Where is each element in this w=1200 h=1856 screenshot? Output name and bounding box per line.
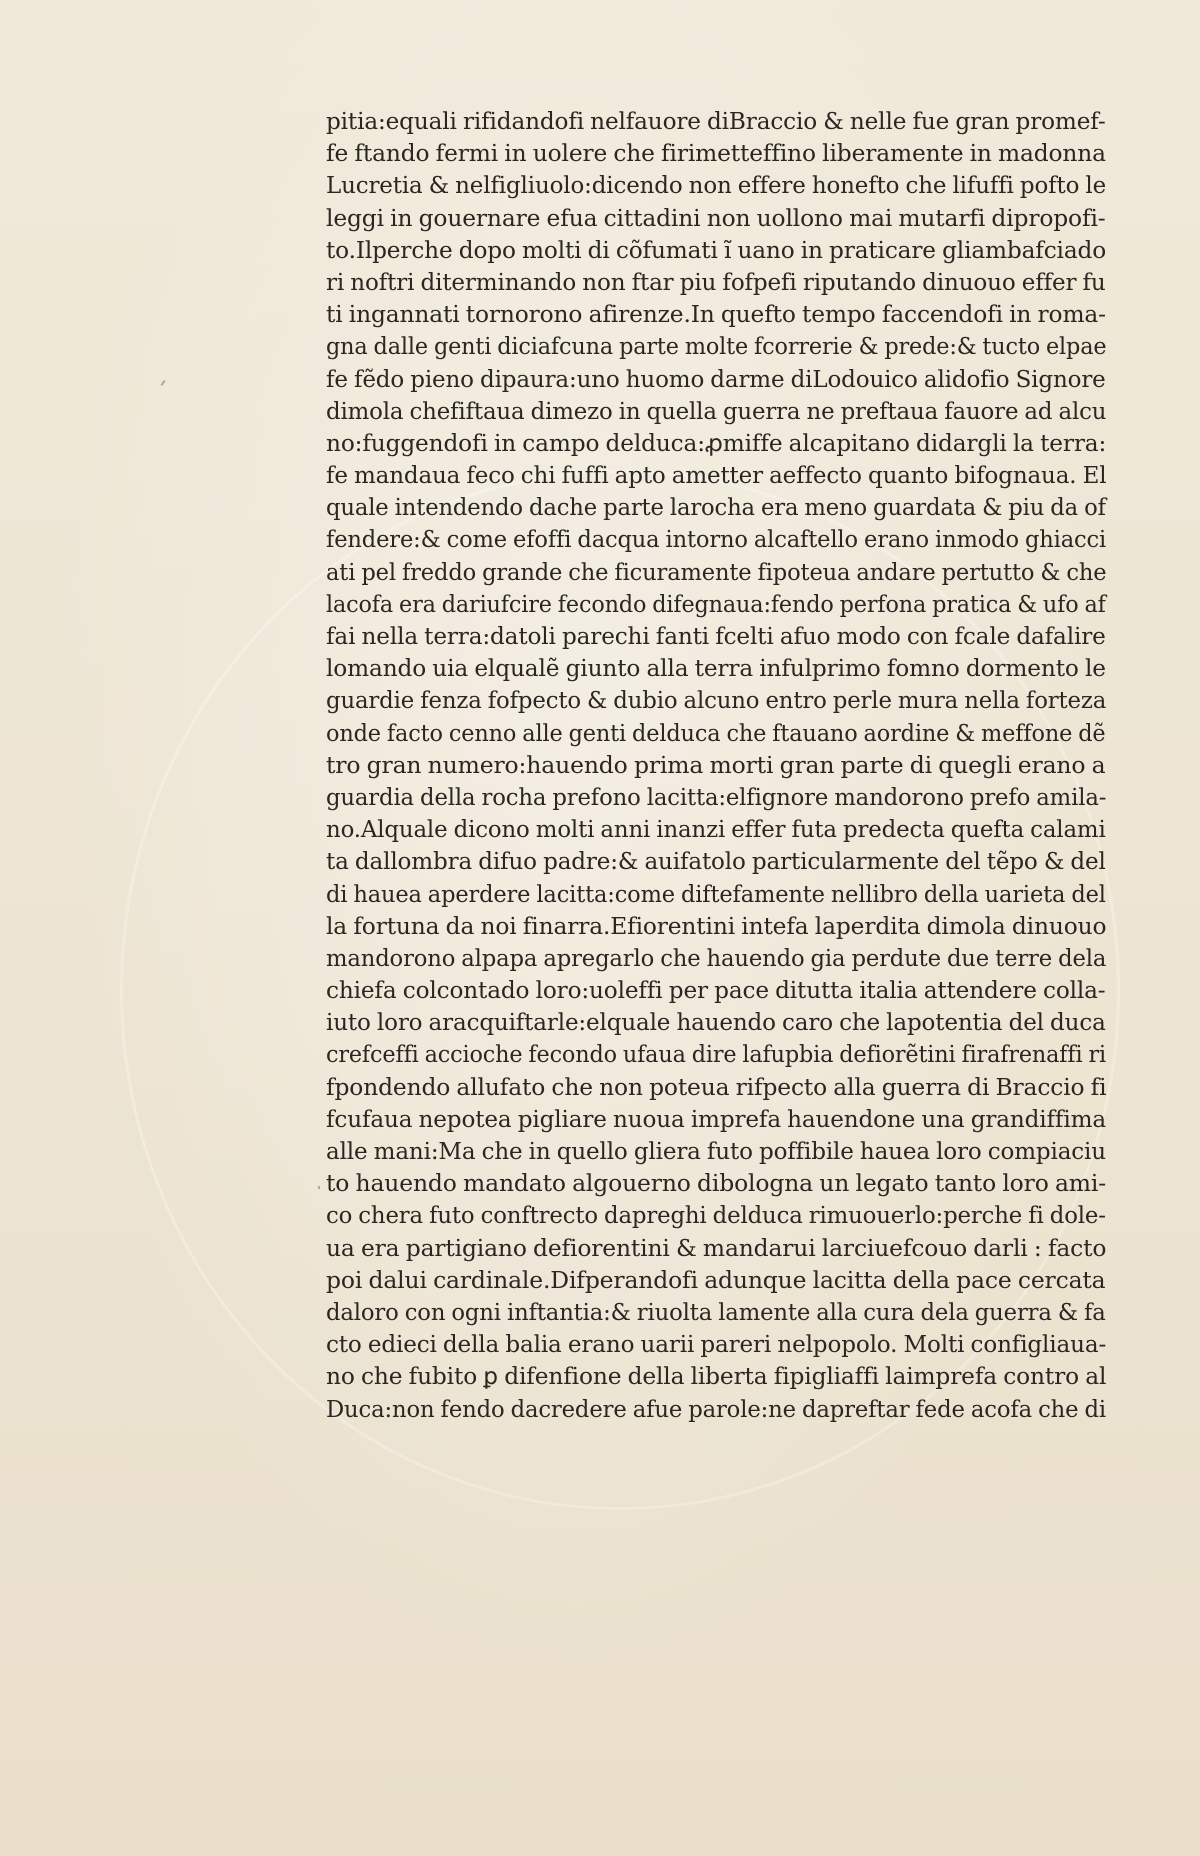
text-line: ta dallombra difuo padre:& auifatolo particularmente del tẽpo & del xyxy=(326,849,1106,876)
paper-speck xyxy=(160,380,165,386)
text-line: la fortuna da noi finarra.Efiorentini intefa laperdita dimola dinuouo xyxy=(326,913,1107,940)
text-line: fe mandaua feco chi fuffi apto ametter aeffecto quanto bifognaua. El xyxy=(326,463,1107,490)
text-line: onde facto cenno alle genti delduca che ftauano aordine & meffone dẽ xyxy=(326,720,1106,747)
text-line: fe fẽdo pieno dipaura:uno huomo darme diLodouico alidofio Signore xyxy=(326,366,1106,393)
text-line: alle mani:Ma che in quello gliera futo poffibile hauea loro compiaciu xyxy=(326,1139,1106,1165)
text-line: poi dalui cardinale.Difperandofi adunque lacitta della pace cercata xyxy=(326,1267,1106,1294)
text-line: fai nella terra:datoli parechi fanti fcelti afuo modo con fcale dafalire xyxy=(326,624,1106,650)
text-line: daloro con ogni inftantia:& riuolta lamente alla cura dela guerra & fa xyxy=(326,1299,1106,1326)
text-line: mandorono alpapa apregarlo che hauendo gia perdute due terre dela xyxy=(326,945,1107,972)
text-line: tro gran numero:hauendo prima morti gran parte di quegli erano a xyxy=(326,752,1106,779)
text-line: ti ingannati tornorono afirenze.In quefto tempo faccendofi in roma- xyxy=(326,302,1106,329)
text-line: fe ftando fermi in uolere che firimetteffino liberamente in madonna xyxy=(326,141,1106,168)
text-line: ri noftri diterminando non ftar piu fofpefi riputando dinuouo effer fu xyxy=(326,269,1106,296)
text-line: to.Ilperche dopo molti di cõfumati ĩ uano in praticare gliambafciado xyxy=(326,237,1107,264)
text-line: fpondendo allufato che non poteua rifpecto alla guerra di Braccio fi xyxy=(326,1074,1107,1101)
text-line: lomando uia elqualẽ giunto alla terra infulprimo fomno dormento le xyxy=(326,656,1106,683)
text-line: ua era partigiano defiorentini & mandarui larciuefcouo darli : facto xyxy=(326,1235,1107,1262)
text-line: crefceffi accioche fecondo ufaua dire lafupbia defiorẽtini firafrenaffi ri xyxy=(326,1042,1107,1069)
text-line: no che fubito ꝑ difenfione della liberta fipigliaffi laimprefa contro al xyxy=(326,1364,1107,1391)
text-line: leggi in gouernare efua cittadini non uollono mai mutarfi dipropofi- xyxy=(326,205,1106,232)
text-line: cto edieci della balia erano uarii pareri nelpopolo. Molti configliaua- xyxy=(326,1332,1107,1359)
text-line: chiefa colcontado loro:uoleffi per pace ditutta italia attendere colla- xyxy=(326,978,1106,1005)
text-line: Lucretia & nelfigliuolo:dicendo non effere honefto che lifuffi pofto le xyxy=(326,173,1107,200)
text-line: guardia della rocha prefono lacitta:elfignore mandorono prefo amila- xyxy=(326,784,1107,811)
text-line: fendere:& come efoffi dacqua intorno alcaftello erano inmodo ghiacci xyxy=(326,527,1107,554)
text-line: no:fuggendofi in campo delduca:ꝓmiffe alcapitano didargli la terra: xyxy=(326,430,1107,457)
text-line: pitia:equali rifidandofi nelfauore diBraccio & nelle fue gran promef- xyxy=(326,109,1106,135)
text-line: guardie fenza fofpecto & dubio alcuno entro perle mura nella forteza xyxy=(326,688,1107,715)
text-line: dimola chefiftaua dimezo in quella guerra ne preftaua fauore ad alcu xyxy=(326,398,1107,425)
text-line: lacofa era dariufcire fecondo difegnaua:fendo perfona pratica & ufo af xyxy=(326,591,1106,618)
text-line: iuto loro aracquiftarle:elquale hauendo caro che lapotentia del duca xyxy=(326,1010,1106,1037)
text-line: di hauea aperdere lacitta:come diftefamente nellibro della uarieta del xyxy=(326,881,1106,908)
text-line: gna dalle genti diciafcuna parte molte fcorrerie & prede:& tucto elpae xyxy=(326,334,1107,361)
body-text xyxy=(326,106,1106,1426)
text-line: no.Alquale dicono molti anni inanzi effer futa predecta quefta calami xyxy=(326,817,1106,844)
text-line: ati pel freddo grande che ficuramente fipoteua andare pertutto & che xyxy=(326,559,1107,586)
paper-speck xyxy=(318,1186,320,1189)
text-line: Duca:non fendo dacredere afue parole:ne dapreftar fede acofa che di xyxy=(326,1396,1106,1423)
text-line: fcufaua nepotea pigliare nuoua imprefa hauendone una grandiffima xyxy=(326,1106,1106,1133)
text-line: co chera futo conftrecto dapreghi delduca rimuouerlo:perche fi dole- xyxy=(326,1203,1106,1230)
text-line: to hauendo mandato algouerno dibologna un legato tanto loro ami- xyxy=(326,1171,1106,1198)
text-line: quale intendendo dache parte larocha era meno guardata & piu da of xyxy=(326,495,1106,522)
